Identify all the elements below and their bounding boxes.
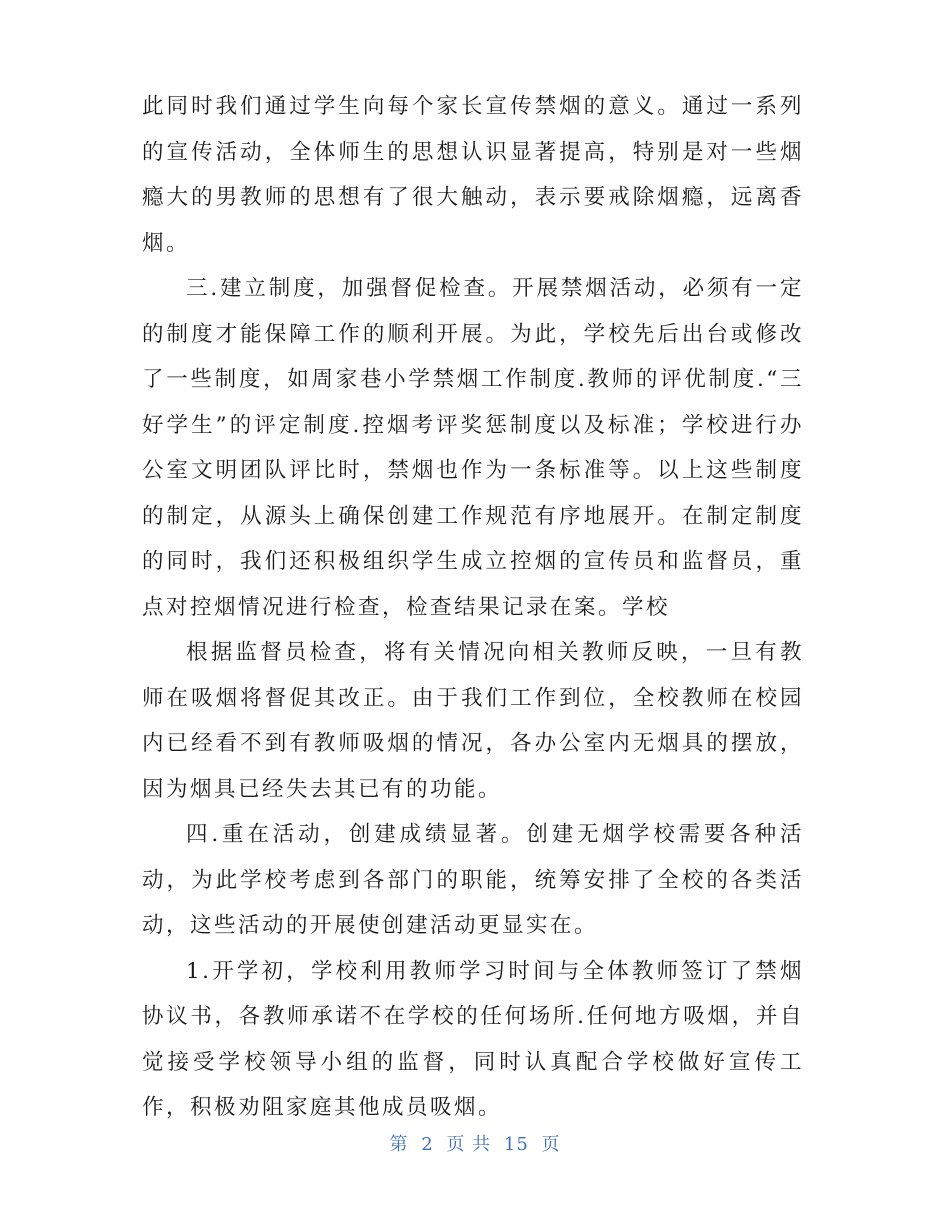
- footer-suffix: 页: [541, 1134, 561, 1155]
- document-body: [142, 84, 804, 1131]
- paragraph-5: 1.开学初，学校利用教师学习时间与全体教师签订了禁烟协议书，各教师承诺不在学校的任何场所.任何地方吸烟，并自觉接受学校领导小组的监督，同时认真配合学校做好宣传工作，积极劝阻家庭其他成员吸烟。: [142, 958, 804, 1120]
- footer-page-number: 2: [421, 1134, 434, 1155]
- page-footer: [0, 1133, 950, 1157]
- footer-total-pages: 15: [503, 1134, 529, 1155]
- paragraph-3: 根据监督员检查，将有关情况向相关教师反映，一旦有教师在吸烟将督促其改正。由于我们工作到位，全校教师在校园内已经看不到有教师吸烟的情况，各办公室内无烟具的摆放，因为烟具已经失去其已有的功能。: [142, 640, 804, 802]
- footer-prefix: 第: [389, 1134, 409, 1155]
- paragraph-1: 此同时我们通过学生向每个家长宣传禁烟的意义。通过一系列的宣传活动，全体师生的思想认识显著提高，特别是对一些烟瘾大的男教师的思想有了很大触动，表示要戒除烟瘾，远离香烟。: [142, 94, 804, 256]
- paragraph-4: 四.重在活动，创建成绩显著。创建无烟学校需要各种活动，为此学校考虑到各部门的职能，统筹安排了全校的各类活动，这些活动的开展使创建活动更显实在。: [142, 822, 804, 938]
- footer-middle: 页 共: [446, 1134, 492, 1155]
- paragraph-2: 三.建立制度，加强督促检查。开展禁烟活动，必须有一定的制度才能保障工作的顺利开展。为此，学校先后出台或修改了一些制度，如周家巷小学禁烟工作制度.教师的评优制度.“三好学生”的评定制度.控烟考评奖惩制度以及标准；学校进行办公室文明团队评比时，禁烟也作为一条标准等。以上这些制度的制定，从源头上确保创建工作规范有序地展开。在制定制度的同时，我们还积极组织学生成立控烟的宣传员和监督员，重点对控烟情况进行检查，检查结果记录在案。学校: [142, 276, 804, 620]
